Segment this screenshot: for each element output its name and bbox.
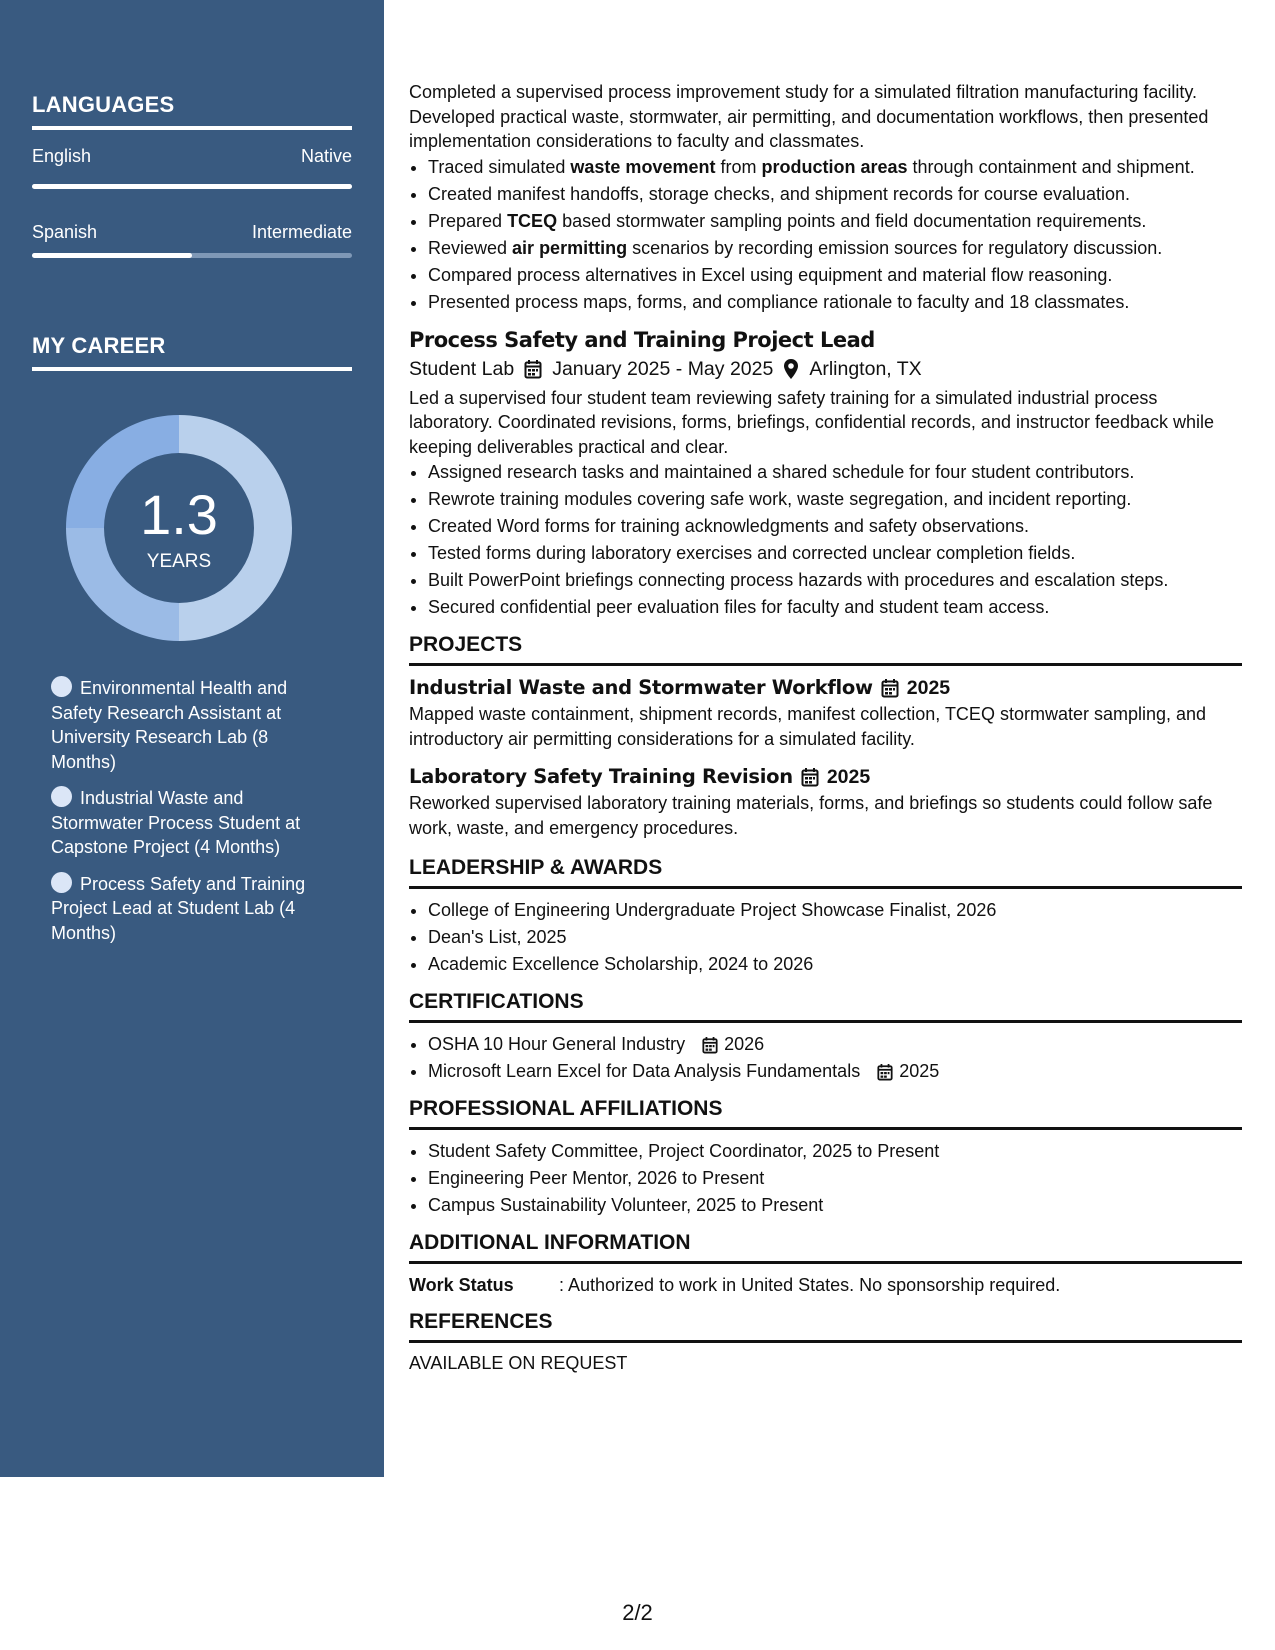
experience-intro-paragraph: Completed a supervised process improvement study for a simulated filtration manufacturing facility. Developed practical waste, stormwater, air permitting, and documentation workflows, then presented implementation considerations to faculty and classmates.: [409, 82, 1209, 151]
cert-name: • OSHA 10 Hour General Industry: [428, 1034, 686, 1054]
job-dates: January 2025 - May 2025: [552, 357, 774, 380]
career-item-text: Process Safety and Training Project Lead at Student Lab (4 Months): [51, 873, 306, 943]
career-years-unit: YEARS: [146, 551, 212, 572]
list-item: • Created manifest handoffs, storage checks, and shipment records for course evaluation.: [428, 181, 1242, 208]
language-name: English: [32, 146, 92, 166]
list-item: [428, 1031, 1242, 1058]
bullet-dot-icon: [51, 786, 72, 807]
project-year: 2025: [906, 677, 951, 699]
location-pin-icon: [783, 358, 799, 380]
cert-year: 2026: [724, 1034, 765, 1054]
career-item-text: Industrial Waste and Stormwater Process Student at Capstone Project (4 Months): [51, 788, 301, 857]
list-item: • Built PowerPoint briefings connecting process hazards with procedures and escalation steps.: [428, 567, 1242, 594]
cert-year: 2025: [899, 1061, 940, 1081]
language-bar-spanish: [32, 253, 352, 258]
leadership-heading: LEADERSHIP & AWARDS: [409, 854, 1242, 889]
list-item: • Assigned research tasks and maintained a shared schedule for four student contributors.: [428, 459, 1242, 486]
job-bullets: [428, 459, 1242, 621]
list-item: • Dean's List, 2025: [428, 924, 1242, 951]
career-donut-chart: [66, 415, 292, 641]
language-row-spanish: [32, 222, 352, 243]
list-item: • Secured confidential peer evaluation files for faculty and student team access.: [428, 594, 1242, 621]
donut-center: [66, 415, 292, 641]
project-year: 2025: [826, 766, 871, 788]
project-title: Industrial Waste and Stormwater Workflow: [409, 676, 873, 699]
language-bar-english: [32, 184, 352, 189]
projects-heading: PROJECTS: [409, 631, 1242, 666]
calendar-icon: [881, 678, 899, 698]
job-paragraph: Led a supervised four student team reviewing safety training for a simulated industrial process laboratory. Coordinated revisions, forms, briefings, confidential records, and instructor feedback while keeping deliverables practical and clear.: [409, 387, 1215, 457]
references-text: AVAILABLE ON REQUEST: [409, 1353, 628, 1373]
project-title-row: [409, 674, 1242, 702]
bullet-dot-icon: [51, 676, 72, 697]
project-title-row: [409, 763, 1242, 791]
list-item: • Prepared TCEQ based stormwater sampling points and field documentation requirements.: [428, 208, 1242, 235]
language-row-english: [32, 146, 352, 167]
career-item: [51, 872, 331, 946]
list-item: • Engineering Peer Mentor, 2026 to Present: [428, 1165, 1242, 1192]
calendar-icon: [877, 1063, 893, 1081]
list-item: • Tested forms during laboratory exercises and corrected unclear completion fields.: [428, 540, 1242, 567]
bullet-dot-icon: [51, 872, 72, 893]
language-name: Spanish: [32, 222, 98, 242]
list-item: • Reviewed air permitting scenarios by recording emission sources for regulatory discussion.: [428, 235, 1242, 262]
sidebar: [0, 0, 384, 1477]
work-status-row: [409, 1272, 1242, 1298]
list-item: • Rewrote training modules covering safe work, waste segregation, and incident reporting.: [428, 486, 1242, 513]
project-description: Mapped waste containment, shipment records, manifest collection, TCEQ stormwater sampling, and introductory air permitting considerations for a simulated facility.: [409, 704, 1207, 749]
list-item: [428, 1058, 1242, 1085]
additional-info-heading: ADDITIONAL INFORMATION: [409, 1229, 1242, 1264]
certifications-list: [428, 1031, 1242, 1085]
list-item: • Created Word forms for training acknowledgments and safety observations.: [428, 513, 1242, 540]
language-level: Intermediate: [251, 222, 352, 242]
project-title: Laboratory Safety Training Revision: [409, 765, 793, 788]
job-org: Student Lab: [409, 357, 515, 380]
job-location: Arlington, TX: [809, 357, 922, 380]
work-status-label: Work Status: [409, 1275, 514, 1295]
project-description: Reworked supervised laboratory training materials, forms, and briefings so students could follow safe work, waste, and emergency procedures.: [409, 793, 1213, 838]
affiliations-heading: PROFESSIONAL AFFILIATIONS: [409, 1095, 1242, 1130]
list-item: • Compared process alternatives in Excel using equipment and material flow reasoning.: [428, 262, 1242, 289]
work-status-value: : Authorized to work in United States. No sponsorship required.: [559, 1275, 1061, 1295]
page-number: 2/2: [622, 1600, 653, 1625]
language-level: Native: [300, 146, 352, 166]
calendar-icon: [801, 767, 819, 787]
certifications-heading: CERTIFICATIONS: [409, 988, 1242, 1023]
list-item: • Student Safety Committee, Project Coordinator, 2025 to Present: [428, 1138, 1242, 1165]
calendar-icon: [524, 359, 542, 379]
leadership-list: [428, 897, 1242, 978]
main-content: [409, 80, 1242, 1376]
language-bar-fill: [32, 253, 192, 258]
career-item: [51, 676, 331, 774]
career-item: [51, 786, 331, 860]
calendar-icon: [702, 1036, 718, 1054]
list-item: • Presented process maps, forms, and compliance rationale to faculty and 18 classmates.: [428, 289, 1242, 316]
career-heading: MY CAREER: [32, 333, 352, 371]
language-bar-fill: [32, 184, 352, 189]
career-list: [51, 676, 331, 957]
list-item: • Campus Sustainability Volunteer, 2025 to Present: [428, 1192, 1242, 1219]
list-item: • College of Engineering Undergraduate Project Showcase Finalist, 2026: [428, 897, 1242, 924]
list-item: • Academic Excellence Scholarship, 2024 to 2026: [428, 951, 1242, 978]
job-title: Process Safety and Training Project Lead: [409, 327, 875, 352]
list-item: • Traced simulated waste movement from production areas through containment and shipment.: [428, 154, 1242, 181]
career-item-text: Environmental Health and Safety Research Assistant at University Research Lab (8 Months): [51, 678, 288, 772]
job-meta: [409, 354, 1242, 384]
experience-bullets: [428, 154, 1242, 316]
references-heading: REFERENCES: [409, 1308, 1242, 1343]
career-years-value: 1.3: [140, 483, 218, 546]
languages-heading: LANGUAGES: [32, 92, 352, 130]
affiliations-list: [428, 1138, 1242, 1219]
cert-name: • Microsoft Learn Excel for Data Analysis Fundamentals: [428, 1061, 861, 1081]
